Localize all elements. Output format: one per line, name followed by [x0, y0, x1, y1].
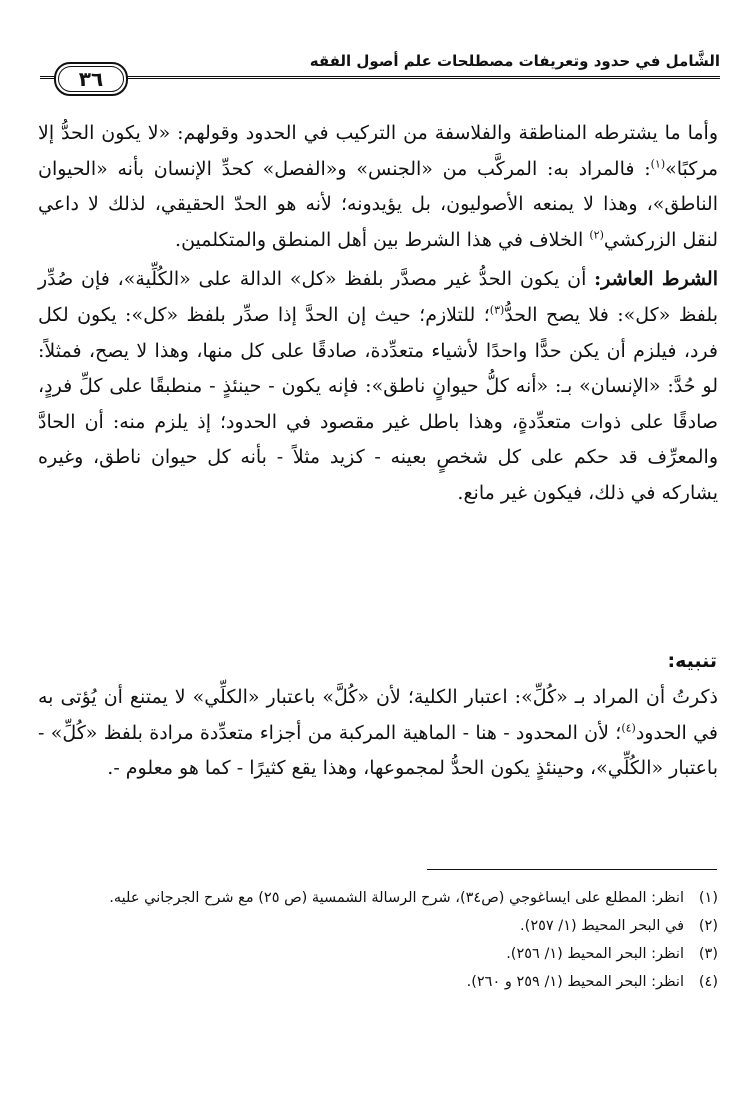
footnote-text: انظر: البحر المحيط (١/ ٢٥٦).: [506, 946, 684, 962]
book-title: الشَّامل في حدود وتعريفات مصطلحات علم أصول الفقه: [309, 52, 720, 70]
header-rule: [40, 76, 720, 79]
paragraph-1-text: وأما ما يشترطه المناطقة والفلاسفة من التركيب في الحدود وقولهم: «لا يكون الحدُّ إلا مركبًا»: [38, 122, 718, 180]
footnote-text: في البحر المحيط (١/ ٢٥٧).: [520, 918, 684, 934]
paragraph-1-text-c: الخلاف في هذا الشرط بين أهل المنطق والمتكلمين.: [175, 228, 590, 251]
footnote-ref-3: (٣): [489, 303, 505, 317]
footnote: [38, 940, 718, 968]
footnote-ref-1: (١): [650, 157, 666, 171]
footnote-divider: [427, 869, 717, 870]
notice-text-a: ذكرتُ أن المراد بـ «كُلِّ»: اعتبار الكلية؛ لأن «كُلَّ» باعتبار «الكلِّي» لا يمتنع أن يُؤتى به في الحدود: [38, 686, 719, 744]
footnote: [38, 884, 718, 912]
paragraph-2-text-b: ؛ للتلازم؛ حيث إن الحدَّ إذا صدِّر بلفظ «كل»: يكون لكل فرد، فيلزم أن يكن حدًّا واحدًا لأشياء متعدِّدة، صادقًا على كل منها، وهذا لا يصح، فمثلاً: لو حُدَّ: «الإنسان» بـ: «أنه كلُّ حيوانٍ ناطق»: فإنه يكون - حينئذٍ - منطبقًا على كلِّ فردٍ، صادقًا على ذوات متعدِّدةٍ، وهذا باطل غير مقصود في الحدود؛ إذ يلزم منه: أن الحادَّ والمعرِّف قد حكم على كل شخصٍ بعينه - كزيد مثلاً - بأنه كل حيوان ناطق، وغيره يشاركه في ذلك، فيكون غير مانع.: [38, 303, 718, 504]
notice-title: تنبيه:: [667, 650, 717, 672]
page-number-badge: [54, 62, 128, 96]
main-text: [38, 116, 718, 512]
notice-text-b: ؛ لأن المحدود - هنا - الماهية المركبة من أجزاء متعدِّدة مرادة بلفظ «كُلِّ» - باعتبار «الكُلِّي»، وحينئذٍ يكون الحدُّ لمجموعها، وهذا يقع كثيرًا - كما هو معلوم -.: [38, 721, 718, 780]
footnote-number: (٢): [698, 918, 718, 934]
footnote-ref-4: (٤): [621, 721, 636, 735]
paragraph-1: [38, 116, 718, 258]
page-number: ٣٦: [78, 67, 104, 91]
notice-text: [38, 680, 718, 787]
paragraph-2-text: أن يكون الحدُّ غير مصدَّر بلفظ «كل» الدالة على «الكُلِّية»، فإن صُدِّر بلفظ «كل»: فلا يصح الحدُّ: [38, 268, 718, 326]
footnotes: [38, 884, 718, 996]
footnote-text: انظر: المطلع على ايساغوجي (ص٣٤)، شرح الرسالة الشمسية (ص ٢٥) مع شرح الجرجاني عليه.: [109, 890, 684, 906]
footnote-ref-2: (٢): [589, 228, 604, 242]
footnote: [38, 968, 718, 996]
footnote-text: انظر: البحر المحيط (١/ ٢٥٩ و ٢٦٠).: [466, 974, 684, 990]
paragraph-2: [38, 262, 718, 511]
footnote: [38, 912, 718, 940]
page-header: [40, 40, 720, 100]
footnote-number: (٤): [698, 974, 718, 990]
footnote-number: (٣): [698, 946, 718, 962]
footnote-number: (١): [698, 890, 718, 906]
condition-heading: الشرط العاشر:: [594, 268, 718, 291]
paragraph-1-text-b: : فالمراد به: المركَّب من «الجنس» و«الفصل» كحدِّ الإنسان بأنه «الحيوان الناطق»، وهذا لا يمنعه الأصوليون، بل يؤيدونه؛ لأنه هو الحدّ الحقيقي، لذلك لا داعي لنقل الزركشي: [38, 157, 718, 251]
